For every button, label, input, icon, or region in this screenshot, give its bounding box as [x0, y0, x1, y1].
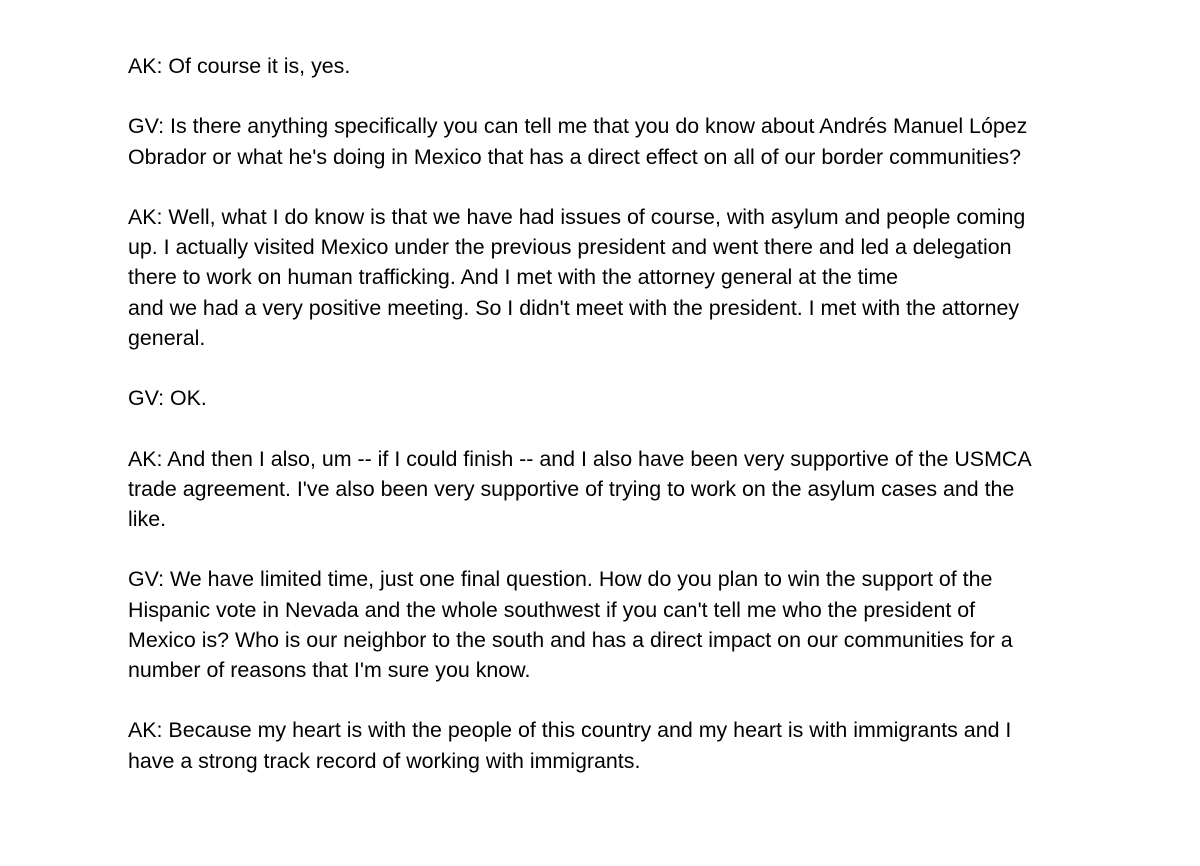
- transcript-line: GV: OK.: [128, 386, 207, 411]
- transcript-line: AK: Because my heart is with the people of this country and my heart is with immigrants and I: [128, 718, 1012, 743]
- transcript-line: general.: [128, 325, 206, 350]
- transcript-line: like.: [128, 506, 167, 531]
- transcript-line: Hispanic vote in Nevada and the whole southwest if you can't tell me who the president of: [128, 597, 976, 622]
- transcript-paragraph: [128, 444, 1088, 535]
- transcript-line: trade agreement. I've also been very supportive of trying to work on the asylum cases and the: [128, 476, 1015, 501]
- transcript-document: [128, 51, 1088, 806]
- transcript-line: up. I actually visited Mexico under the previous president and went there and led a delegation: [128, 235, 1012, 260]
- transcript-line: GV: Is there anything specifically you can tell me that you do know about Andrés Manuel López: [128, 114, 1028, 139]
- transcript-line: have a strong track record of working with immigrants.: [128, 748, 641, 773]
- transcript-line: Mexico is? Who is our neighbor to the south and has a direct impact on our communities for a: [128, 627, 1013, 652]
- transcript-line: AK: And then I also, um -- if I could finish -- and I also have been very supportive of the USMCA: [128, 446, 1032, 471]
- transcript-line: number of reasons that I'm sure you know.: [128, 657, 531, 682]
- transcript-paragraph: [128, 564, 1088, 685]
- transcript-paragraph: [128, 715, 1088, 775]
- transcript-paragraph: [128, 111, 1088, 171]
- transcript-paragraph: [128, 202, 1088, 353]
- transcript-line: Obrador or what he's doing in Mexico that has a direct effect on all of our border communities?: [128, 144, 1022, 169]
- transcript-line: GV: We have limited time, just one final question. How do you plan to win the support of the: [128, 567, 993, 592]
- transcript-line: AK: Of course it is, yes.: [128, 54, 351, 78]
- transcript-line: and we had a very positive meeting. So I didn't meet with the president. I met with the attorney: [128, 295, 1020, 320]
- transcript-paragraph: [128, 383, 1088, 413]
- transcript-line: AK: Well, what I do know is that we have had issues of course, with asylum and people coming: [128, 204, 1026, 229]
- transcript-line: there to work on human trafficking. And I met with the attorney general at the time: [128, 265, 899, 290]
- transcript-paragraph: [128, 51, 1088, 81]
